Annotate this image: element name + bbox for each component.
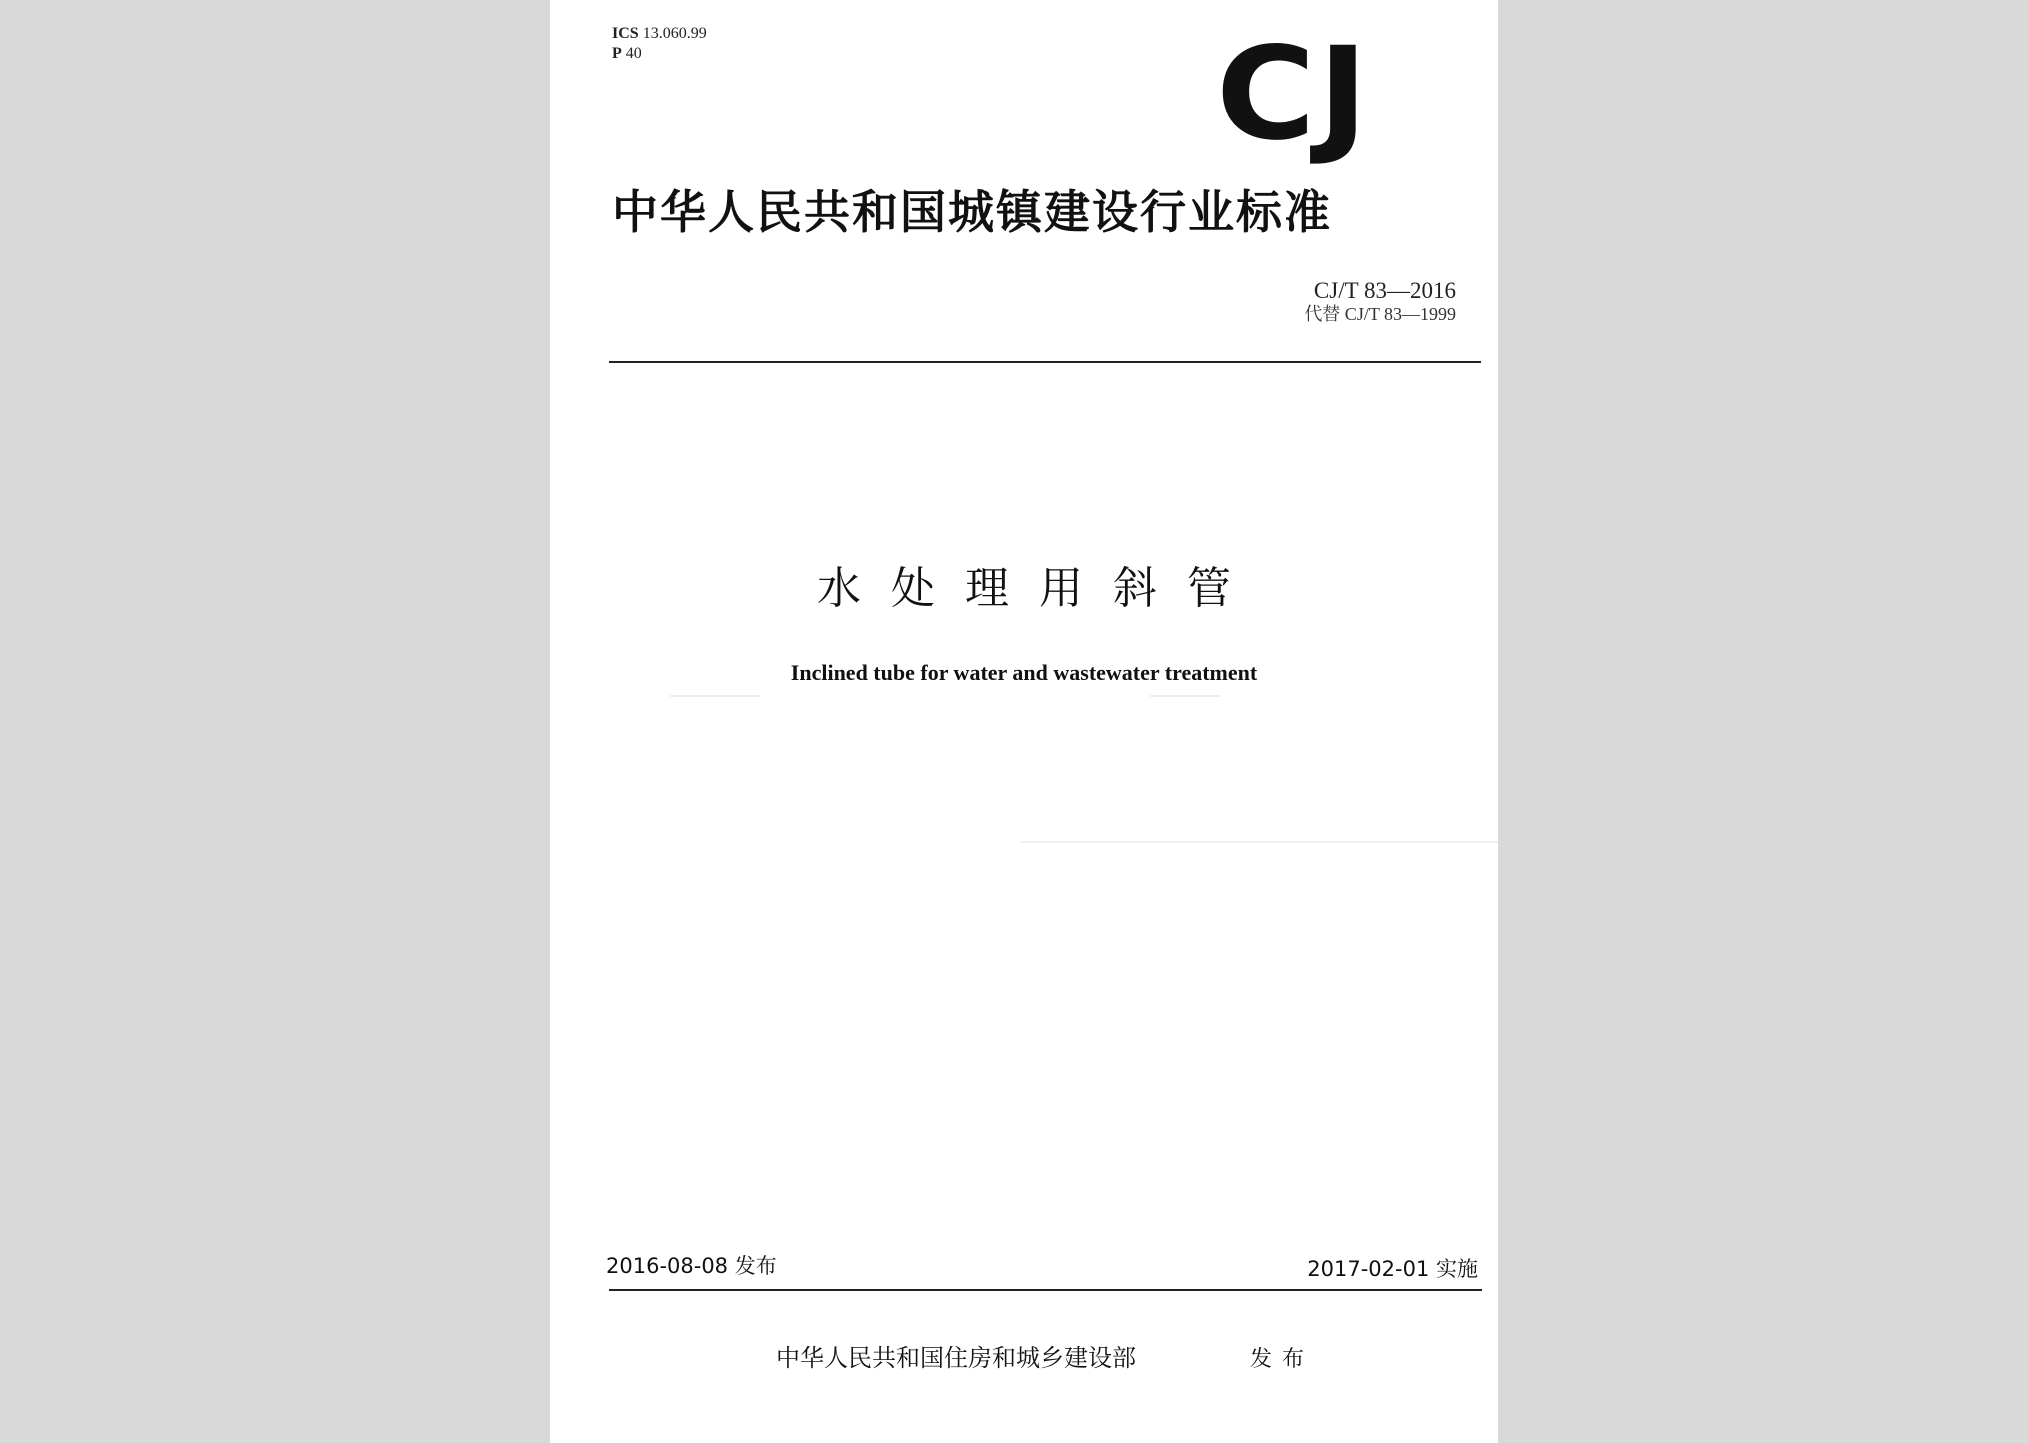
ics-line bbox=[612, 24, 707, 44]
header-divider bbox=[609, 361, 1481, 363]
ics-label: ICS bbox=[612, 25, 639, 42]
class-code: 40 bbox=[625, 45, 642, 62]
scan-artifact bbox=[670, 695, 760, 697]
implementation-date: 2017-02-01 实施 bbox=[1307, 1257, 1478, 1281]
document-title-chinese: 水处理用斜管 bbox=[817, 563, 1261, 614]
replaces-standard: 代替 CJ/T 83—1999 bbox=[1304, 304, 1456, 324]
scan-artifact bbox=[1020, 841, 1498, 843]
cj-logo: CJ bbox=[1216, 20, 1371, 169]
scan-artifact bbox=[1150, 695, 1220, 697]
class-label: P bbox=[612, 45, 622, 62]
ics-classification bbox=[612, 24, 707, 64]
publisher-name: 中华人民共和国住房和城乡建设部 bbox=[776, 1344, 1136, 1372]
ics-code: 13.060.99 bbox=[642, 25, 707, 42]
standard-cover-page bbox=[550, 0, 1498, 1443]
publish-label: 发布 bbox=[1250, 1347, 1315, 1372]
standard-number: CJ/T 83—2016 bbox=[1313, 278, 1456, 303]
footer-divider bbox=[609, 1289, 1482, 1291]
document-title-english: Inclined tube for water and wastewater treatment bbox=[790, 660, 1258, 685]
class-line bbox=[612, 44, 707, 64]
release-date: 2016-08-08 发布 bbox=[606, 1254, 777, 1278]
industry-standard-title: 中华人民共和国城镇建设行业标准 bbox=[612, 185, 1332, 239]
